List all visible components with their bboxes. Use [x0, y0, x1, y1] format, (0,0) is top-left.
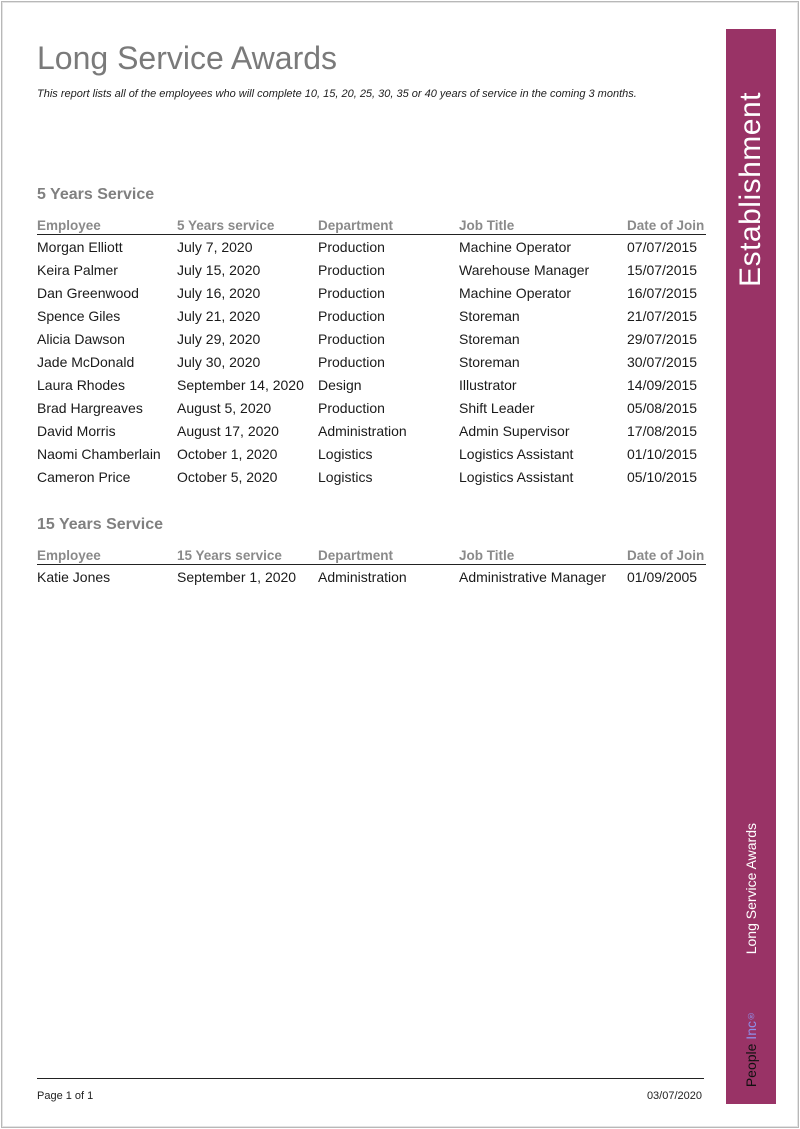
print-date: 03/07/2020 [646, 1090, 702, 1102]
cell-date-of-join: 17/08/2015 [627, 422, 698, 439]
table-15-years-service [37, 544, 706, 588]
cell-service-date: July 21, 2020 [177, 307, 261, 324]
cell-date-of-join: 21/07/2015 [627, 307, 698, 324]
section-title-5-years: 5 Years Service [37, 186, 155, 203]
table-row [37, 373, 706, 396]
cell-department: Administration [318, 568, 407, 585]
cell-job-title: Administrative Manager [459, 568, 607, 585]
cell-service-date: July 29, 2020 [177, 330, 261, 347]
cell-job-title: Storeman [459, 353, 520, 370]
table-row [37, 350, 706, 373]
cell-job-title: Storeman [459, 307, 520, 324]
cell-date-of-join: 30/07/2015 [627, 353, 698, 370]
cell-service-date: August 17, 2020 [177, 422, 279, 439]
column-header-date-of-join: Date of Join [627, 214, 706, 235]
cell-employee: Katie Jones [37, 568, 111, 585]
cell-employee: Laura Rhodes [37, 376, 125, 393]
cell-date-of-join: 15/07/2015 [627, 261, 698, 278]
table-row [37, 396, 706, 419]
section-title-15-years: 15 Years Service [37, 516, 164, 533]
cell-employee: Dan Greenwood [37, 284, 139, 301]
table-row [37, 327, 706, 350]
cell-employee: Morgan Elliott [37, 238, 123, 255]
sidebar-report-name [726, 789, 776, 989]
brand-logo-text [743, 1011, 759, 1087]
cell-job-title: Logistics Assistant [459, 468, 574, 485]
cell-department: Administration [318, 422, 407, 439]
column-header-service-date: 5 Years service [177, 214, 318, 235]
cell-department: Design [318, 376, 362, 393]
cell-service-date: July 30, 2020 [177, 353, 261, 370]
cell-service-date: July 16, 2020 [177, 284, 261, 301]
cell-job-title: Admin Supervisor [459, 422, 570, 439]
cell-date-of-join: 16/07/2015 [627, 284, 698, 301]
cell-date-of-join: 05/08/2015 [627, 399, 698, 416]
table-row [37, 304, 706, 327]
sidebar-report-name-text: Long Service Awards [743, 823, 759, 955]
cell-department: Production [318, 238, 385, 255]
cell-job-title: Machine Operator [459, 284, 572, 301]
cell-department: Production [318, 399, 385, 416]
cell-department: Logistics [318, 445, 373, 462]
cell-employee: Cameron Price [37, 468, 131, 485]
cell-employee: Keira Palmer [37, 261, 118, 278]
brand-registered-mark: ® [746, 1010, 756, 1021]
cell-department: Production [318, 330, 385, 347]
cell-department: Production [318, 353, 385, 370]
cell-job-title: Logistics Assistant [459, 445, 574, 462]
cell-service-date: July 7, 2020 [177, 238, 253, 255]
sidebar-heading [726, 49, 776, 329]
column-header-job-title: Job Title [459, 544, 627, 565]
cell-service-date: July 15, 2020 [177, 261, 261, 278]
cell-date-of-join: 29/07/2015 [627, 330, 698, 347]
table-row [37, 465, 706, 488]
column-header-department: Department [318, 544, 459, 565]
report-title: Long Service Awards [37, 40, 338, 76]
footer-divider [37, 1078, 704, 1079]
column-header-employee: Employee [37, 214, 177, 235]
sidebar-band [726, 29, 776, 1104]
table-5-years-service [37, 214, 706, 488]
cell-service-date: October 5, 2020 [177, 468, 278, 485]
cell-employee: David Morris [37, 422, 116, 439]
cell-employee: Alicia Dawson [37, 330, 125, 347]
table-row [37, 281, 706, 304]
cell-employee: Jade McDonald [37, 353, 135, 370]
cell-job-title: Warehouse Manager [459, 261, 590, 278]
cell-job-title: Shift Leader [459, 399, 535, 416]
cell-date-of-join: 05/10/2015 [627, 468, 698, 485]
cell-job-title: Illustrator [459, 376, 517, 393]
brand-word-people: People [743, 1043, 759, 1088]
cell-date-of-join: 07/07/2015 [627, 238, 698, 255]
cell-department: Logistics [318, 468, 373, 485]
page-number: Page 1 of 1 [37, 1090, 94, 1102]
column-header-department: Department [318, 214, 459, 235]
brand-logo [726, 989, 776, 1109]
table-row [37, 565, 706, 589]
report-description: This report lists all of the employees who will complete 10, 15, 20, 25, 30, 35 or 40 years of service in the coming 3 months. [37, 88, 637, 100]
cell-service-date: September 14, 2020 [177, 376, 304, 393]
cell-employee: Brad Hargreaves [37, 399, 143, 416]
cell-employee: Spence Giles [37, 307, 121, 324]
cell-department: Production [318, 307, 385, 324]
cell-service-date: October 1, 2020 [177, 445, 278, 462]
cell-job-title: Storeman [459, 330, 520, 347]
cell-date-of-join: 01/09/2005 [627, 568, 698, 585]
brand-word-inc: Inc [743, 1020, 759, 1040]
cell-service-date: August 5, 2020 [177, 399, 272, 416]
cell-employee: Naomi Chamberlain [37, 445, 161, 462]
column-header-job-title: Job Title [459, 214, 627, 235]
cell-date-of-join: 01/10/2015 [627, 445, 698, 462]
column-header-employee: Employee [37, 544, 177, 565]
table-row [37, 235, 706, 259]
cell-department: Production [318, 284, 385, 301]
table-row [37, 442, 706, 465]
cell-date-of-join: 14/09/2015 [627, 376, 698, 393]
table-row [37, 258, 706, 281]
column-header-date-of-join: Date of Join [627, 544, 706, 565]
table-row [37, 419, 706, 442]
report-page [1, 1, 799, 1128]
cell-service-date: September 1, 2020 [177, 568, 297, 585]
column-header-service-date: 15 Years service [177, 544, 318, 565]
cell-job-title: Machine Operator [459, 238, 572, 255]
sidebar-heading-text: Establishment [734, 91, 767, 287]
table-header-row [37, 214, 706, 235]
cell-department: Production [318, 261, 385, 278]
table-header-row [37, 544, 706, 565]
